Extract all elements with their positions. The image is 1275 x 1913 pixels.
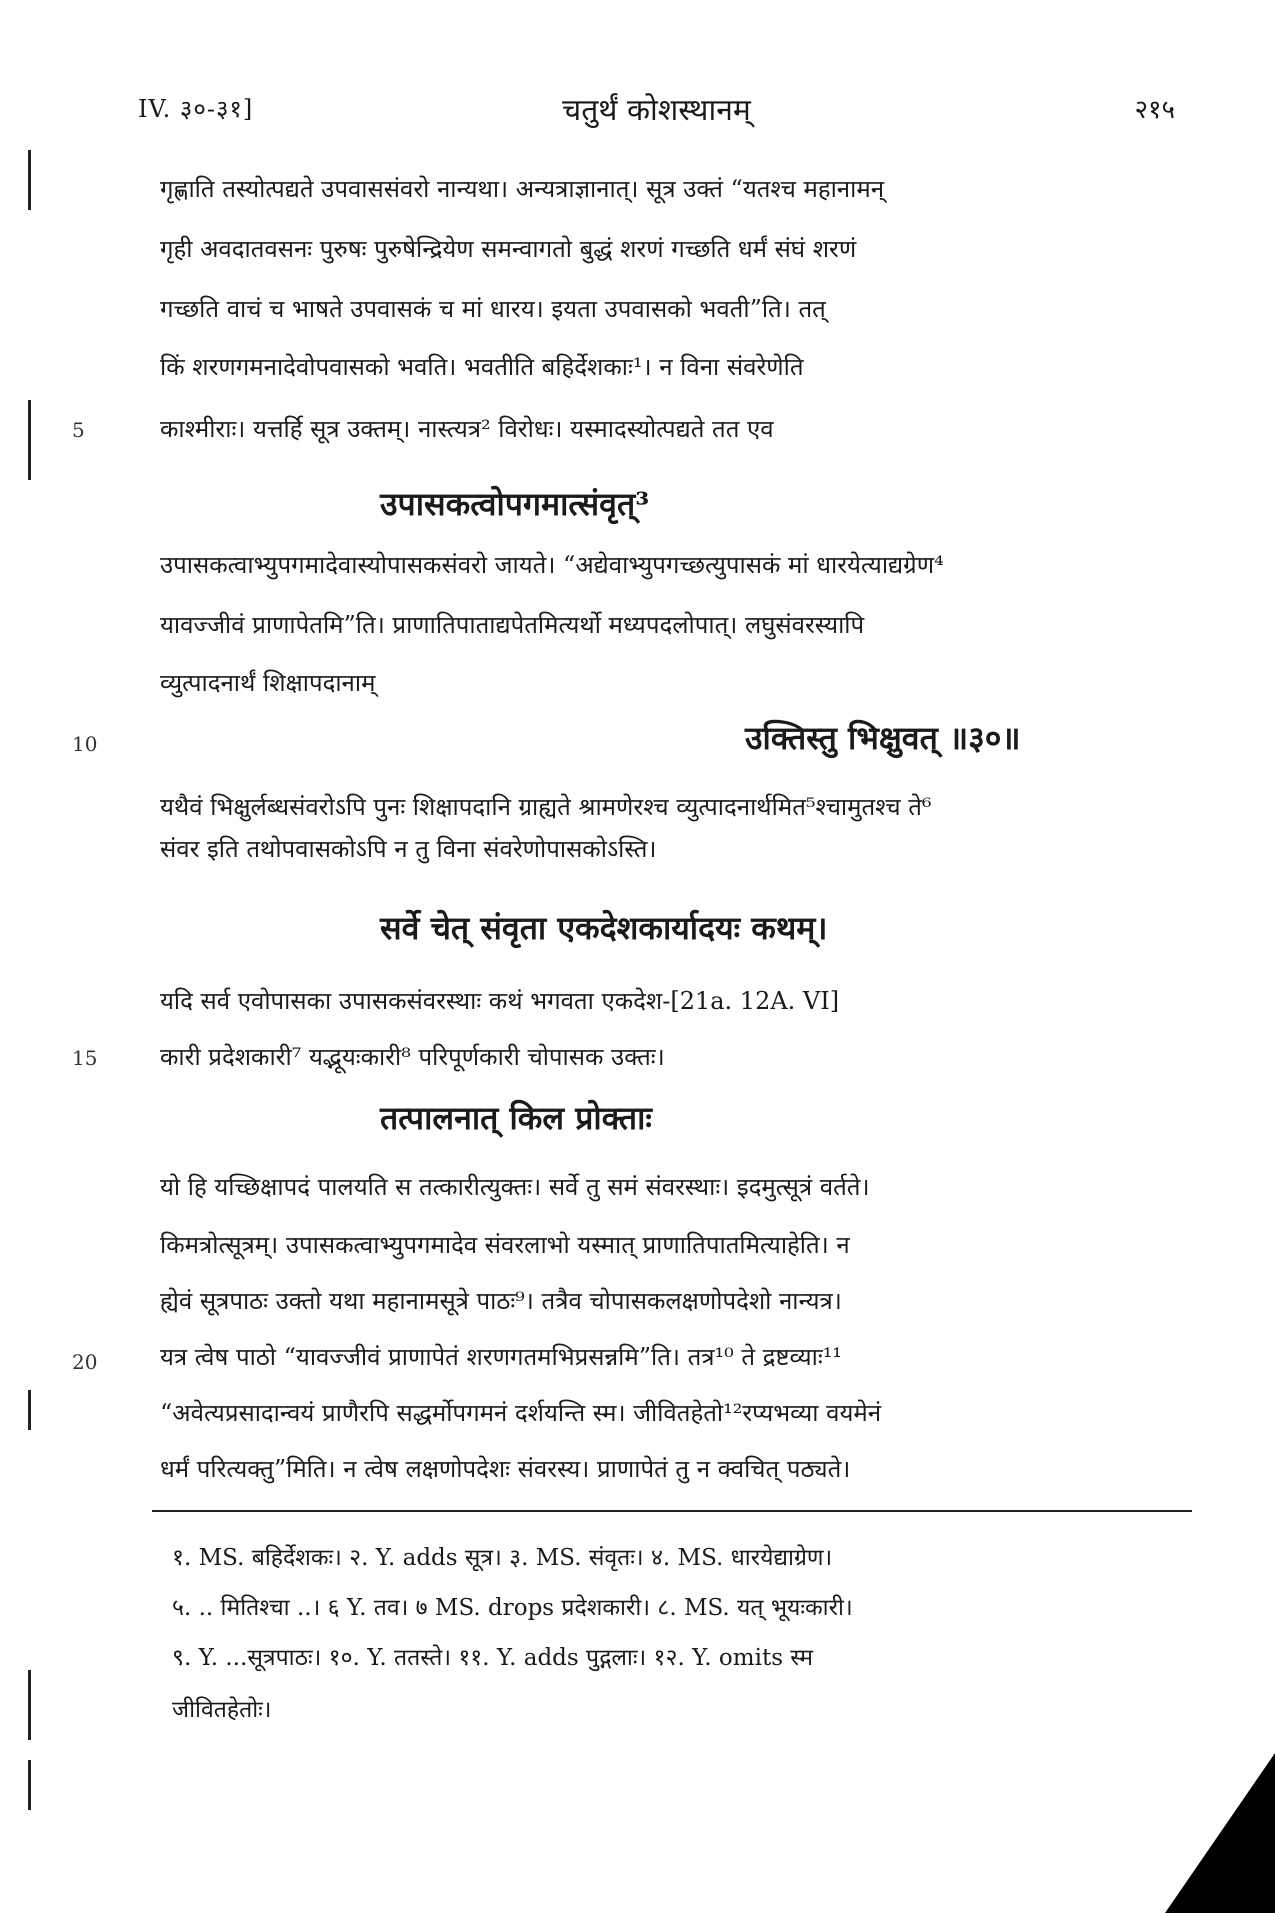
verse-line: उक्तिस्तु भिक्षुवत् ॥३०॥ xyxy=(745,719,1021,757)
running-title: चतुर्थं कोशस्थानम् xyxy=(562,93,751,128)
footnote-line: ९. Y. ...सूत्रपाठः। १०. Y. ततस्ते। ११. Y. adds पुद्गलाः। १२. Y. omits स्म xyxy=(172,1645,814,1671)
footnote-line: ५. .. मितिश्चा ..। ६ Y. तव। ७ MS. drops प्रदेशकारी। ८. MS. यत् भूयःकारी। xyxy=(172,1595,853,1621)
text-line: गृही अवदातवसनः पुरुषः पुरुषेन्द्रियेण समन्वागतो बुद्धं शरणं गच्छति धर्मं संघं शरणं xyxy=(160,235,857,263)
verse-line: तत्पालनात् किल प्रोक्ताः xyxy=(380,1099,652,1137)
footnote-rule xyxy=(152,1510,1192,1512)
margin-edge-mark xyxy=(28,400,31,480)
text-line: गच्छति वाचं च भाषते उपवासकं च मां धारय। इयता उपवासको भवती”ति। तत् xyxy=(160,295,826,323)
verse-line: उपासकत्वोपगमात्संवृत्³ xyxy=(380,485,650,523)
text-line: किमत्रोत्सूत्रम्। उपासकत्वाभ्युपगमादेव संवरलाभो यस्मात् प्राणातिपातमित्याहेति। न xyxy=(160,1231,850,1259)
footnote-line: १. MS. बहिर्देशकः। २. Y. adds सूत्र। ३. MS. संवृतः। ४. MS. धारयेद्याग्रेण। xyxy=(172,1545,833,1571)
corner-shadow xyxy=(1165,1753,1275,1913)
text-line: यो हि यच्छिक्षापदं पालयति स तत्कारीत्युक्तः। सर्वे तु समं संवरस्थाः। इदमुत्सूत्रं वर्तते। xyxy=(160,1173,870,1201)
text-line: “अवेत्यप्रसादान्वयं प्राणैरपि सद्धर्मोपगमनं दर्शयन्ति स्म। जीवितहेतो¹²रप्यभव्या वयमेनं xyxy=(160,1399,882,1427)
text-line: यदि सर्व एवोपासका उपासकसंवरस्थाः कथं भगवता एकदेश-[21a. 12A. VI] xyxy=(160,987,840,1015)
text-line: संवर इति तथोपवासकोऽपि न तु विना संवरेणोपासकोऽस्ति। xyxy=(160,835,657,863)
text-line: गृह्णाति तस्योत्पद्यते उपवाससंवरो नान्यथा। अन्यत्राज्ञानात्। सूत्र उक्तं “यतश्च महानामन् xyxy=(160,175,885,203)
text-line: व्युत्पादनार्थं शिक्षापदानाम् xyxy=(160,669,376,697)
margin-edge-mark xyxy=(28,1390,31,1430)
verse-line: सर्वे चेत् संवृता एकदेशकार्यादयः कथम्। xyxy=(380,909,828,947)
text-line: काश्मीराः। यत्तर्हि सूत्र उक्तम्। नास्त्यत्र² विरोधः। यस्मादस्योत्पद्यते तत एव xyxy=(160,415,774,443)
text-line: कारी प्रदेशकारी⁷ यद्भूयःकारी⁸ परिपूर्णकारी चोपासक उक्तः। xyxy=(160,1043,665,1071)
text-line: यावज्जीवं प्राणापेतमि”ति। प्राणातिपाताद्यपेतमित्यर्थो मध्यपदलोपात्। लघुसंवरस्यापि xyxy=(160,611,865,639)
text-line: ह्येवं सूत्रपाठः उक्तो यथा महानामसूत्रे पाठः⁹। तत्रैव चोपासकलक्षणोपदेशो नान्यत्र। xyxy=(160,1287,842,1315)
line-number: 10 xyxy=(72,732,98,756)
text-line: उपासकत्वाभ्युपगमादेवास्योपासकसंवरो जायते। “अद्येवाभ्युपगच्छत्युपासकं मां धारयेत्याद्यग्रेण⁴ xyxy=(160,551,944,579)
line-number: 15 xyxy=(72,1046,98,1070)
text-line: यत्र त्वेष पाठो “यावज्जीवं प्राणापेतं शरणगतमभिप्रसन्नमि”ति। तत्र¹⁰ ते द्रष्टव्याः¹¹ xyxy=(160,1343,842,1371)
page-header xyxy=(138,88,1175,128)
line-number: 5 xyxy=(72,418,85,442)
margin-edge-mark xyxy=(28,1670,31,1740)
footnote-line: जीवितहेतोः। xyxy=(172,1697,272,1723)
page-number: २१५ xyxy=(1134,95,1175,125)
text-line: किं शरणगमनादेवोपवासको भवति। भवतीति बहिर्देशकाः¹। न विना संवरेणेति xyxy=(160,353,804,381)
text-line: यथैवं भिक्षुर्लब्धसंवरोऽपि पुनः शिक्षापदानि ग्राह्यते श्रामणेरश्च व्युत्पादनार्थमित⁵श्चामुतश्च ते⁶ xyxy=(160,793,932,821)
chapter-reference: IV. ३०-३१] xyxy=(138,95,254,123)
line-number: 20 xyxy=(72,1350,98,1374)
margin-edge-mark xyxy=(28,1760,31,1810)
text-line: धर्मं परित्यक्तु”मिति। न त्वेष लक्षणोपदेशः संवरस्य। प्राणापेतं तु न क्वचित् पठ्यते। xyxy=(160,1455,851,1483)
margin-edge-mark xyxy=(28,150,31,210)
